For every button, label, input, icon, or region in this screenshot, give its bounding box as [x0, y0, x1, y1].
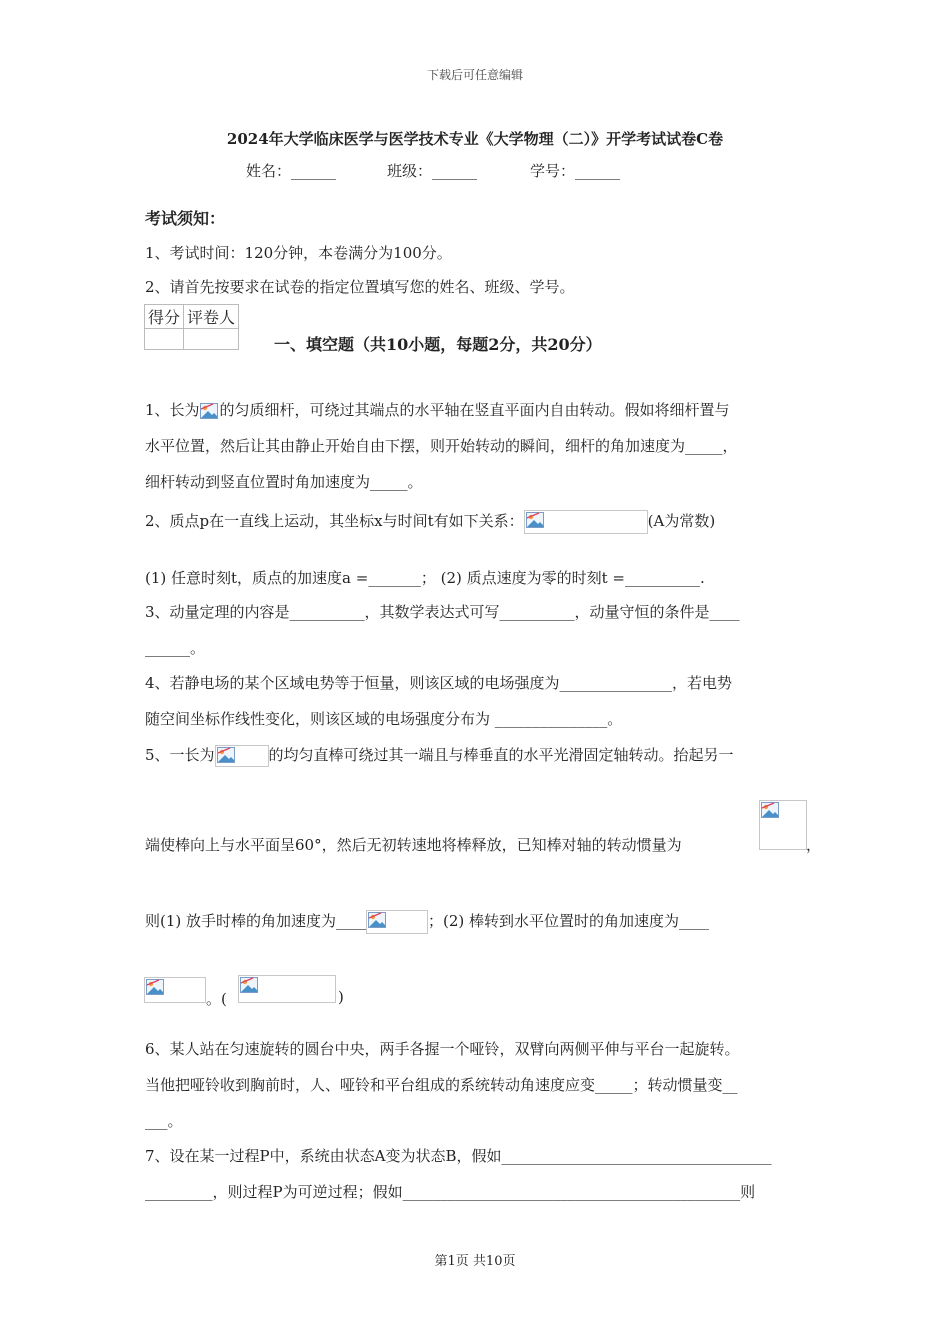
broken-image-icon: [759, 800, 807, 850]
score-cell: [145, 329, 184, 350]
question-5-text-e: 。(: [206, 990, 227, 1008]
id-field-label: 学号：______: [530, 162, 621, 180]
exam-title: 2024年大学临床医学与医学技术专业《大学物理（二）》开学考试试卷C卷: [226, 130, 724, 148]
question-1-text-b: 的匀质细杆，可绕过其端点的水平轴在竖直平面内自由转动。假如将细杆置与: [219, 401, 730, 419]
question-6-line-2: 当他把哑铃收到胸前时，人、哑铃和平台组成的系统转动角速度应变_____；转动惯量变__: [145, 1076, 738, 1094]
question-5-text-c: 则(1) 放手时棒的角加速度为____: [145, 912, 367, 930]
broken-image-icon: [366, 910, 428, 934]
notice-item-2: 2、请首先按要求在试卷的指定位置填写您的姓名、班级、学号。: [145, 278, 575, 296]
notice-item-1: 1、考试时间：120分钟，本卷满分为100分。: [145, 244, 452, 262]
question-2-line-1: [145, 510, 715, 534]
question-6-line-3: ___。: [145, 1112, 183, 1130]
broken-image-icon: [215, 745, 269, 767]
broken-image-icon: [144, 977, 206, 1003]
question-5-text-b: 的均匀直棒可绕过其一端且与棒垂直的水平光滑固定轴转动。抬起另一: [268, 746, 734, 764]
grader-cell: [184, 329, 239, 350]
question-6-line-1: 6、某人站在匀速旋转的圆台中央，两手各握一个哑铃，双臂向两侧平伸与平台一起旋转。: [145, 1040, 740, 1058]
question-5-line-3: [145, 910, 709, 934]
score-table: [144, 304, 239, 350]
broken-image-icon: [238, 975, 336, 1003]
question-7-line-1: 7、设在某一过程P中，系统由状态A变为状态B，假如____________________________________: [145, 1147, 772, 1165]
question-1-line-2: 水平位置，然后让其由静止开始自由下摆，则开始转动的瞬间，细杆的角加速度为_____，: [145, 437, 738, 455]
question-1-line-3: 细杆转动到竖直位置时角加速度为_____。: [145, 473, 423, 491]
question-2-text-a: 2、质点p在一直线上运动，其坐标x与时间t有如下关系：: [145, 512, 524, 530]
broken-image-icon: [524, 510, 648, 534]
question-5-text-d: ；(2) 棒转到水平位置时的角加速度为____: [428, 912, 710, 930]
section-title: 一、填空题（共10小题，每题2分，共20分）: [274, 335, 602, 354]
question-3-line-1: 3、动量定理的内容是__________，其数学表达式可写__________，动量守恒的条件是____: [145, 603, 740, 621]
question-1-line-1: [145, 399, 730, 421]
page-number: 第1页 共10页: [434, 1254, 516, 1269]
question-5-comma: ，: [806, 836, 822, 854]
question-1-text-a: 1、长为: [145, 401, 200, 419]
question-5-text-f: ): [338, 988, 344, 1006]
score-header: 得分: [145, 305, 184, 329]
notice-heading: 考试须知：: [145, 209, 226, 228]
question-2-line-2: (1) 任意时刻t，质点的加速度a =_______； (2) 质点速度为零的时刻t =__________.: [145, 569, 705, 587]
question-5-text-a: 5、一长为: [145, 746, 215, 764]
question-3-line-2: ______。: [145, 639, 206, 657]
question-5-line-1: [145, 744, 734, 767]
question-7-line-2: _________，则过程P为可逆过程；假如_____________________________________________则: [145, 1183, 756, 1201]
question-4-line-1: 4、若静电场的某个区域电势等于恒量，则该区域的电场强度为_______________，若电势: [145, 674, 733, 692]
broken-image-icon: [200, 402, 220, 421]
grader-header: 评卷人: [184, 305, 239, 329]
question-5-line-2: 端使棒向上与水平面呈60°，然后无初转速地将棒释放，已知棒对轴的转动惯量为: [145, 836, 682, 854]
question-2-text-b: (A为常数): [647, 512, 716, 530]
question-4-line-2: 随空间坐标作线性变化，则该区域的电场强度分布为 _______________。: [145, 710, 623, 728]
class-field-label: 班级：______: [387, 162, 478, 180]
name-field-label: 姓名：______: [246, 162, 337, 180]
header-note: 下载后可任意编辑: [426, 68, 523, 82]
